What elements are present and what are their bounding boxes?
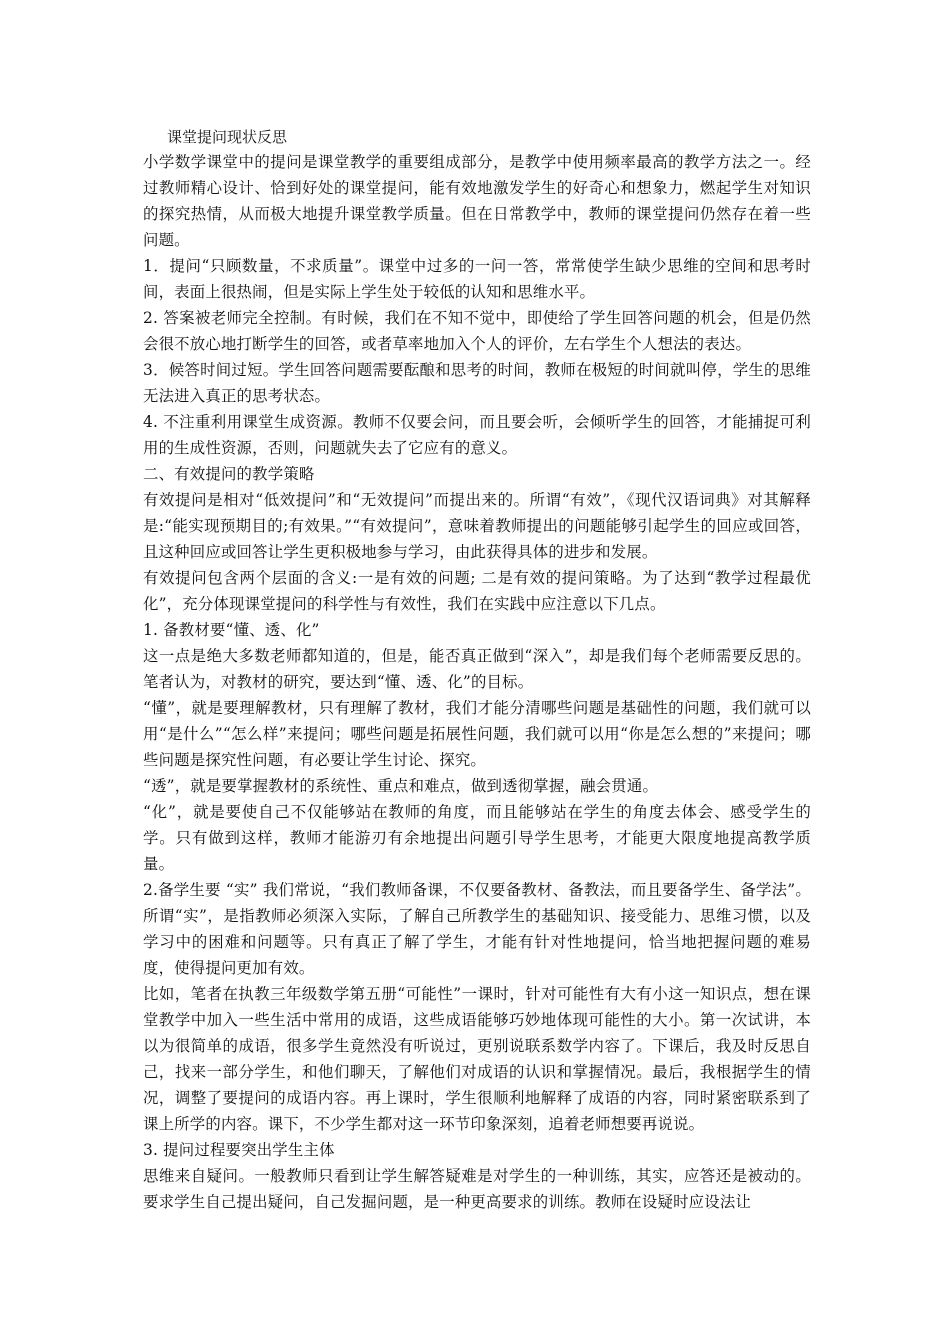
paragraph-problem-1: 1．提问“只顾数量，不求质量”。课堂中过多的一问一答，常常使学生缺少思维的空间和思考时间，表面上很热闹，但是实际上学生处于较低的认知和思维水平。: [143, 257, 811, 301]
paragraph-problem-4: 4. 不注重利用课堂生成资源。教师不仅要会问，而且要会听，会倾听学生的回答，才能捕捉可利用的生成性资源，否则，问题就失去了它应有的意义。: [143, 413, 811, 457]
paragraph-thinking-from-doubt: 思维来自疑问。一般教师只看到让学生解答疑难是对学生的一种训练，其实，应答还是被动的。要求学生自己提出疑问，自己发掘问题，是一种更高要求的训练。教师在设疑时应设法让: [143, 1167, 811, 1211]
paragraph-prepare-students: 2.备学生要 “实” 我们常说，“我们教师备课，不仅要备教材、备教法，而且要备学生、备学法”。所谓“实”，是指教师必须深入实际，了解自己所教学生的基础知识、接受能力、思维习惯，以及学习中的困难和问题等。只有真正了解了学生，才能有针对性地提问，恰当地把握问题的难易度，使得提问更加有效。: [143, 881, 811, 977]
paragraph-effective-definition: 有效提问是相对“低效提问”和“无效提问”而提出来的。所谓“有效”，《现代汉语词典》对其解释是:“能实现预期目的;有效果。”“有效提问”，意味着教师提出的问题能够引起学生的回应或回答，且这种回应或回答让学生更积极地参与学习，由此获得具体的进步和发展。: [143, 491, 811, 561]
paragraph-understand: “懂”，就是要理解教材，只有理解了教材，我们才能分清哪些问题是基础性的问题，我们就可以用“是什么”“怎么样”来提问；哪些问题是拓展性问题，我们就可以用“你是怎么想的”来提问；哪些问题是探究性问题，有必要让学生讨论、探究。: [143, 699, 811, 769]
paragraph-intro: 小学数学课堂中的提问是课堂教学的重要组成部分，是教学中使用频率最高的教学方法之一。经过教师精心设计、恰到好处的课堂提问，能有效地激发学生的好奇心和想象力，燃起学生对知识的探究热情，从而极大地提升课堂教学质量。但在日常教学中，教师的课堂提问仍然存在着一些问题。: [143, 153, 811, 249]
document-title: 课堂提问现状反思: [167, 128, 288, 146]
paragraph-two-levels: 有效提问包含两个层面的含义:一是有效的问题; 二是有效的提问策略。为了达到“教学过程最优化”，充分体现课堂提问的科学性与有效性，我们在实践中应注意以下几点。: [143, 569, 811, 613]
paragraph-transform: “化”，就是要使自己不仅能够站在教师的角度，而且能够站在学生的角度去体会、感受学生的学。只有做到这样，教师才能游刃有余地提出问题引导学生思考，才能更大限度地提高教学质量。: [143, 803, 811, 873]
paragraph-problem-3: 3．候答时间过短。学生回答问题需要酝酿和思考的时间，教师在极短的时间就叫停，学生的思维无法进入真正的思考状态。: [143, 361, 811, 405]
subheading-prepare-materials: 1. 备教材要“懂、透、化”: [143, 621, 320, 639]
paragraph-problem-2: 2. 答案被老师完全控制。有时候，我们在不知不觉中，即使给了学生回答问题的机会，但是仍然会很不放心地打断学生的回答，或者草率地加入个人的评价，左右学生个人想法的表达。: [143, 309, 811, 353]
document-page: [143, 125, 811, 1215]
section-heading-strategies: 二、有效提问的教学策略: [143, 465, 315, 483]
subheading-student-centered: 3. 提问过程要突出学生主体: [143, 1141, 335, 1159]
paragraph-deep-reflection: 这一点是绝大多数老师都知道的，但是，能否真正做到“深入”，却是我们每个老师需要反思的。笔者认为，对教材的研究，要达到“懂、透、化”的目标。: [143, 647, 811, 691]
paragraph-thorough: “透”，就是要掌握教材的系统性、重点和难点，做到透彻掌握，融会贯通。: [143, 777, 659, 795]
paragraph-example: 比如，笔者在执教三年级数学第五册“可能性”一课时，针对可能性有大有小这一知识点，想在课堂教学中加入一些生活中常用的成语，这些成语能够巧妙地体现可能性的大小。第一次试讲，本以为很简单的成语，很多学生竟然没有听说过，更别说联系数学内容了。下课后，我及时反思自己，找来一部分学生，和他们聊天，了解他们对成语的认识和掌握情况。最后，我根据学生的情况，调整了要提问的成语内容。再上课时，学生很顺利地解释了成语的内容，同时紧密联系到了课上所学的内容。课下，不少学生都对这一环节印象深刻，追着老师想要再说说。: [143, 985, 811, 1133]
